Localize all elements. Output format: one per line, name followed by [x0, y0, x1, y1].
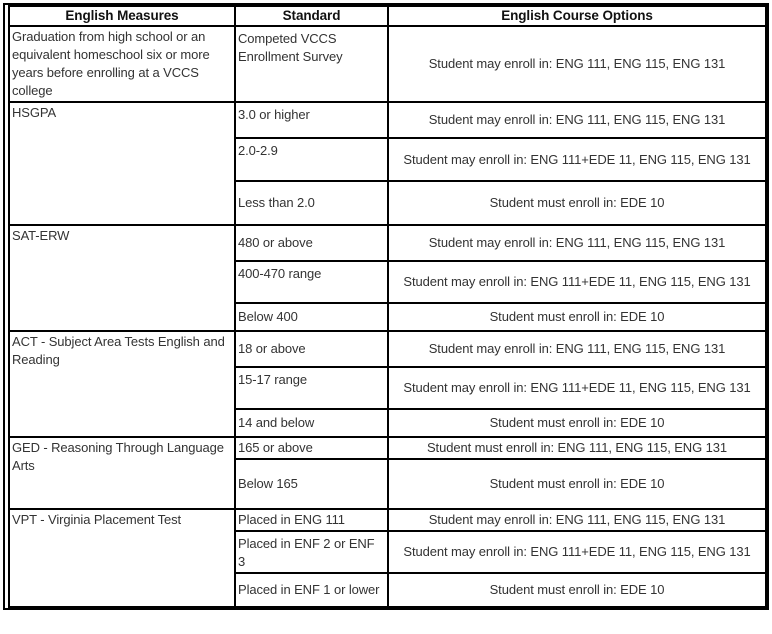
standard-cell: 2.0-2.9 — [235, 138, 388, 181]
standard-cell: 165 or above — [235, 437, 388, 459]
table-row — [9, 509, 766, 531]
option-cell: Student may enroll in: ENG 111, ENG 115, ENG 131 — [388, 102, 766, 138]
standard-cell: 14 and below — [235, 409, 388, 437]
standard-cell: 400-470 range — [235, 261, 388, 303]
measure-cell-hsgpa: HSGPA — [9, 102, 235, 225]
measure-cell-ged: GED - Reasoning Through Language Arts — [9, 437, 235, 509]
standard-cell: Below 165 — [235, 459, 388, 509]
standard-cell: 3.0 or higher — [235, 102, 388, 138]
table-row — [9, 331, 766, 367]
option-cell: Student may enroll in: ENG 111+EDE 11, ENG 115, ENG 131 — [388, 261, 766, 303]
option-cell: Student must enroll in: EDE 10 — [388, 181, 766, 225]
standard-cell: Placed in ENF 1 or lower — [235, 573, 388, 607]
option-cell: Student may enroll in: ENG 111, ENG 115, ENG 131 — [388, 331, 766, 367]
option-cell: Student must enroll in: EDE 10 — [388, 303, 766, 331]
option-cell: Student must enroll in: EDE 10 — [388, 409, 766, 437]
measure-cell-act: ACT - Subject Area Tests English and Reading — [9, 331, 235, 437]
option-cell: Student may enroll in: ENG 111, ENG 115, ENG 131 — [388, 26, 766, 102]
option-cell: Student may enroll in: ENG 111, ENG 115, ENG 131 — [388, 509, 766, 531]
placement-table-wrapper — [3, 3, 769, 610]
col-header-english-course-options: English Course Options — [388, 6, 766, 26]
option-cell: Student must enroll in: EDE 10 — [388, 573, 766, 607]
option-cell: Student must enroll in: ENG 111, ENG 115, ENG 131 — [388, 437, 766, 459]
standard-cell: 480 or above — [235, 225, 388, 261]
option-cell: Student must enroll in: EDE 10 — [388, 459, 766, 509]
measure-cell-vpt: VPT - Virginia Placement Test — [9, 509, 235, 607]
english-placement-table — [8, 5, 767, 608]
measure-cell-sat-erw: SAT-ERW — [9, 225, 235, 331]
standard-cell: 18 or above — [235, 331, 388, 367]
standard-cell: Competed VCCS Enrollment Survey — [235, 26, 388, 102]
table-row — [9, 225, 766, 261]
table-row — [9, 437, 766, 459]
option-cell: Student may enroll in: ENG 111, ENG 115, ENG 131 — [388, 225, 766, 261]
option-cell: Student may enroll in: ENG 111+EDE 11, ENG 115, ENG 131 — [388, 531, 766, 573]
standard-cell: Less than 2.0 — [235, 181, 388, 225]
col-header-english-measures: English Measures — [9, 6, 235, 26]
measure-cell-graduation: Graduation from high school or an equivalent homeschool six or more years before enrolling at a VCCS college — [9, 26, 235, 102]
option-cell: Student may enroll in: ENG 111+EDE 11, ENG 115, ENG 131 — [388, 367, 766, 409]
standard-cell: 15-17 range — [235, 367, 388, 409]
standard-cell: Placed in ENG 111 — [235, 509, 388, 531]
col-header-standard: Standard — [235, 6, 388, 26]
table-row — [9, 26, 766, 102]
header-row — [9, 6, 766, 26]
standard-cell: Below 400 — [235, 303, 388, 331]
table-row — [9, 102, 766, 138]
option-cell: Student may enroll in: ENG 111+EDE 11, ENG 115, ENG 131 — [388, 138, 766, 181]
standard-cell: Placed in ENF 2 or ENF 3 — [235, 531, 388, 573]
